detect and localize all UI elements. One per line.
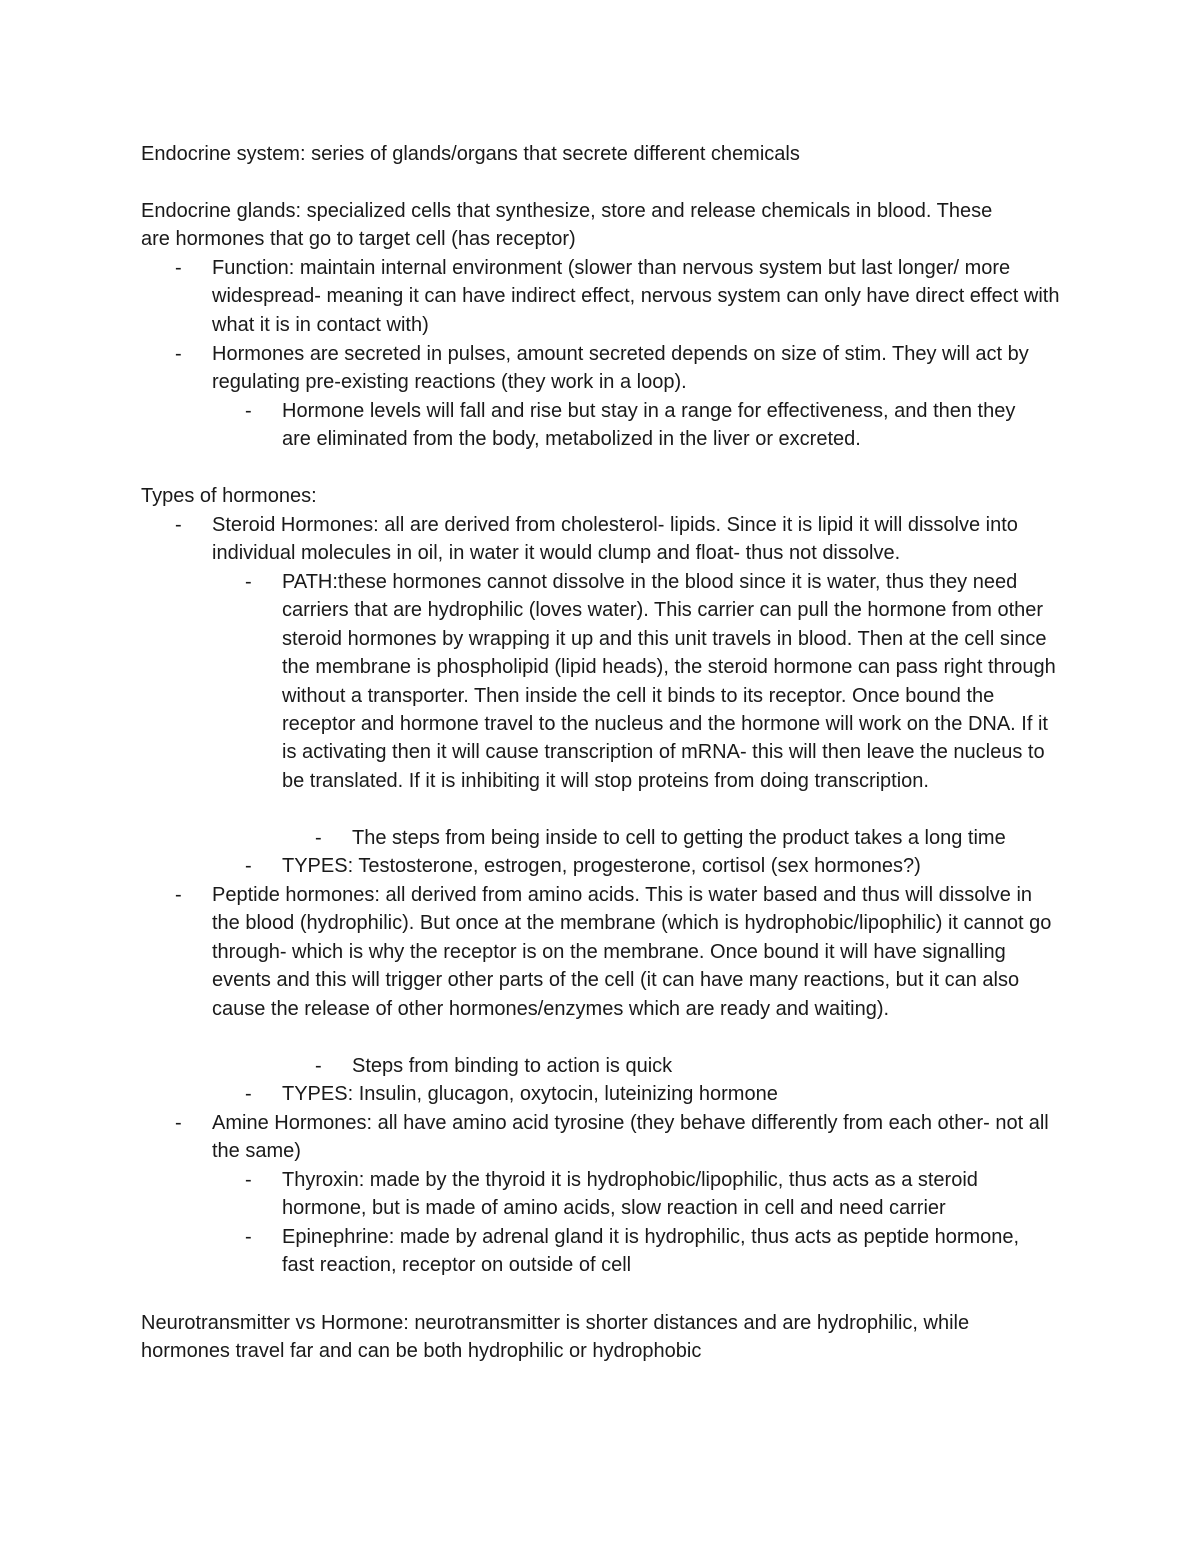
peptide-steps-text: Steps from binding to action is quick: [352, 1055, 673, 1077]
list-item-epinephrine: [245, 1223, 1022, 1280]
thyroxin-text: Thyroxin: made by the thyroid it is hydrophobic/lipophilic, thus acts as a steroid hormone, but is made of amino acids, slow reaction in cell and need carrier: [282, 1169, 978, 1220]
bullet-dash: -: [315, 1055, 322, 1077]
levels-text: Hormone levels will fall and rise but stay in a range for effectiveness, and then they are eliminated from the body, metabolized in the liver or excreted.: [282, 400, 1016, 451]
bullet-dash: -: [245, 571, 252, 593]
bullet-dash: -: [175, 343, 182, 365]
list-item-function: [175, 254, 1072, 339]
bullet-dash: -: [245, 1226, 252, 1248]
list-item-peptide-types: [245, 1080, 1072, 1108]
bullet-dash: -: [175, 514, 182, 536]
list-item-levels: [245, 397, 1042, 454]
list-item-steroid-steps: [315, 824, 1072, 852]
bullet-dash: -: [175, 884, 182, 906]
neuro-vs-hormone: Neurotransmitter vs Hormone: neurotransmitter is shorter distances and are hydrophilic, while hormones travel far and can be both hydrophilic or hydrophobic: [141, 1312, 970, 1363]
list-item-steroid-types: [245, 852, 1072, 880]
types-heading: Types of hormones:: [141, 485, 317, 507]
list-item-steroid: [175, 511, 1072, 568]
steroid-text: Steroid Hormones: all are derived from cholesterol- lipids. Since it is lipid it will dissolve into individual molecules in oil, in water it would clump and float- thus not dissolve.: [212, 514, 1018, 565]
bullet-dash: -: [175, 257, 182, 279]
bullet-dash: -: [245, 1169, 252, 1191]
steroid-steps-text: The steps from being inside to cell to getting the product takes a long time: [352, 827, 1006, 849]
list-item-pulses: [175, 340, 1072, 397]
function-text: Function: maintain internal environment (slower than nervous system but last longer/ more widespread- meaning it can have indirect effect, nervous system can only have direct effect with what it is in contact with): [212, 257, 1060, 336]
list-item-amine: [175, 1109, 1072, 1166]
bullet-dash: -: [245, 400, 252, 422]
list-item-thyroxin: [245, 1166, 1052, 1223]
bullet-dash: -: [245, 1083, 252, 1105]
steroid-path-text: PATH:these hormones cannot dissolve in the blood since it is water, thus they need carriers that are hydrophilic (loves water). This carrier can pull the hormone from other steroid hormones by wrapping it up and this unit travels in blood. Then at the cell since the membrane is phospholipid (lipid heads), the steroid hormone can pass right through without a transporter. Then inside the cell it binds to its receptor. Once bound the receptor and hormone travel to the nucleus and the hormone will work on the DNA. If it is activating then it will cause transcription of mRNA- this will then leave the nucleus to be translated. If it is inhibiting it will stop proteins from doing transcription.: [282, 571, 1056, 792]
peptide-text: Peptide hormones: all derived from amino acids. This is water based and thus will dissolve in the blood (hydrophilic). But once at the membrane (which is hydrophobic/lipophilic) it cannot go through- which is why the receptor is on the membrane. Once bound it will have signalling events and this will trigger other parts of the cell (it can have many reactions, but it can also cause the release of other hormones/enzymes which are ready and waiting).: [212, 884, 1052, 1020]
peptide-types-text: TYPES: Insulin, glucagon, oxytocin, luteinizing hormone: [282, 1083, 778, 1105]
bullet-dash: -: [315, 827, 322, 849]
bullet-dash: -: [245, 855, 252, 877]
steroid-types-text: TYPES: Testosterone, estrogen, progesterone, cortisol (sex hormones?): [282, 855, 921, 877]
list-item-steroid-path: [245, 568, 1062, 795]
list-item-peptide: [175, 881, 1052, 1023]
bullet-dash: -: [175, 1112, 182, 1134]
amine-text: Amine Hormones: all have amino acid tyrosine (they behave differently from each other- not all the same): [212, 1112, 1049, 1163]
glands-intro: Endocrine glands: specialized cells that synthesize, store and release chemicals in blood. These are hormones that go to target cell (has receptor): [141, 200, 993, 251]
pulses-text: Hormones are secreted in pulses, amount secreted depends on size of stim. They will act by regulating pre-existing reactions (they work in a loop).: [212, 343, 1029, 394]
title-line: Endocrine system: series of glands/organs that secrete different chemicals: [141, 143, 800, 165]
epinephrine-text: Epinephrine: made by adrenal gland it is hydrophilic, thus acts as peptide hormone, fast reaction, receptor on outside of cell: [282, 1226, 1020, 1277]
list-item-peptide-steps: [315, 1052, 1072, 1080]
